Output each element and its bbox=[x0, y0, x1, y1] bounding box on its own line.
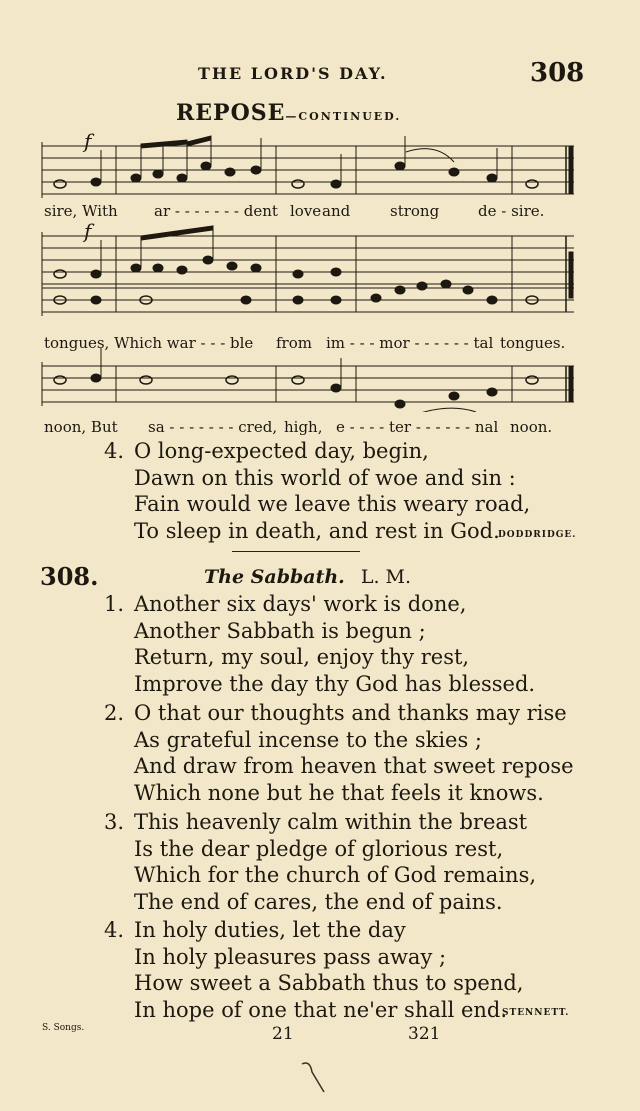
verse-line: O that our thoughts and thanks may rise bbox=[134, 701, 567, 725]
verse-line: In holy duties, let the day bbox=[134, 918, 406, 942]
lyric: im - - - mor - - - - - - tal bbox=[326, 334, 494, 352]
stanza-2 bbox=[104, 700, 574, 806]
lyric: de - sire. bbox=[478, 202, 545, 220]
hymn-heading bbox=[204, 566, 411, 588]
lyric: tongues. bbox=[500, 334, 566, 352]
author-doddridge: DODDRIDGE. bbox=[498, 530, 577, 540]
verse-line: Dawn on this world of woe and sin : bbox=[134, 465, 516, 490]
lyric: high, bbox=[284, 418, 323, 436]
verse-line: Is the dear pledge of glorious rest, bbox=[134, 836, 504, 861]
folio-number: 321 bbox=[408, 1024, 441, 1044]
verse-line: The end of cares, the end of pains. bbox=[134, 889, 503, 914]
verse-line: As grateful incense to the skies ; bbox=[134, 727, 483, 752]
signature-mark: S. Songs. bbox=[42, 1023, 85, 1033]
lyric: e - - - - ter - - - - - - nal bbox=[336, 418, 499, 436]
svg-text:f: f bbox=[84, 129, 92, 153]
verse-line: Fain would we leave this weary road, bbox=[134, 492, 531, 516]
verse-line: This heavenly calm within the breast bbox=[134, 810, 528, 834]
music-score bbox=[36, 122, 581, 412]
stanza-number: 1. bbox=[104, 592, 125, 616]
verse-line: And draw from heaven that sweet repose bbox=[134, 754, 574, 778]
stanza-4 bbox=[104, 917, 523, 1023]
verse-line: Return, my soul, enjoy thy rest, bbox=[134, 645, 470, 669]
verse-line: How sweet a Sabbath thus to spend, bbox=[134, 971, 524, 995]
lyric: noon, But bbox=[44, 418, 118, 436]
hymn-meter: L. M. bbox=[360, 566, 412, 588]
lyric: tongues, Which war - - - ble bbox=[44, 334, 254, 352]
staff-1 bbox=[42, 142, 574, 198]
verse-line: Improve the day thy God has blessed. bbox=[134, 671, 536, 696]
lyric: strong bbox=[390, 202, 440, 220]
author-stennett: STENNETT. bbox=[502, 1008, 570, 1018]
lyric: from bbox=[276, 334, 312, 352]
lyric: sa - - - - - - - cred, bbox=[148, 418, 278, 436]
staff-3 bbox=[42, 362, 574, 406]
stanza-3 bbox=[104, 809, 536, 915]
hymn-title: The Sabbath. bbox=[204, 566, 345, 588]
stanza-number: 3. bbox=[104, 810, 125, 834]
lyric: noon. bbox=[510, 418, 553, 436]
stanza-number: 4. bbox=[104, 918, 125, 942]
stanza-1 bbox=[104, 591, 535, 697]
verse-line: To sleep in death, and rest in God. bbox=[134, 518, 500, 543]
verse-line: In hope of one that ne'er shall end. bbox=[134, 997, 508, 1022]
running-title: THE LORD'S DAY. bbox=[198, 64, 388, 83]
tune-continued: —CONTINUED. bbox=[285, 110, 402, 123]
pencil-mark bbox=[300, 1058, 330, 1098]
verse-line: In holy pleasures pass away ; bbox=[134, 944, 447, 969]
tune-name: REPOSE bbox=[176, 100, 286, 126]
verse-line: Another Sabbath is begun ; bbox=[134, 618, 426, 643]
lyric: sire, With bbox=[44, 202, 118, 220]
stanza-number: 2. bbox=[104, 701, 125, 725]
sheet-number: 21 bbox=[272, 1024, 294, 1044]
page-number: 308 bbox=[530, 58, 585, 88]
lyric: and bbox=[322, 202, 351, 220]
running-head bbox=[0, 60, 640, 88]
svg-text:f: f bbox=[84, 219, 92, 243]
verse-line: Which for the church of God remains, bbox=[134, 863, 537, 887]
hymn-number: 308. bbox=[40, 562, 99, 591]
divider-rule bbox=[232, 551, 360, 552]
verse-line: O long-expected day, begin, bbox=[134, 439, 429, 463]
verse-line: Which none but he that feels it knows. bbox=[134, 780, 544, 805]
stanza-number: 4. bbox=[104, 439, 125, 463]
previous-hymn-stanza-4 bbox=[104, 438, 530, 544]
lyric: ar - - - - - - - dent bbox=[154, 202, 278, 220]
lyric: love bbox=[290, 202, 322, 220]
verse-line: Another six days' work is done, bbox=[134, 592, 467, 616]
